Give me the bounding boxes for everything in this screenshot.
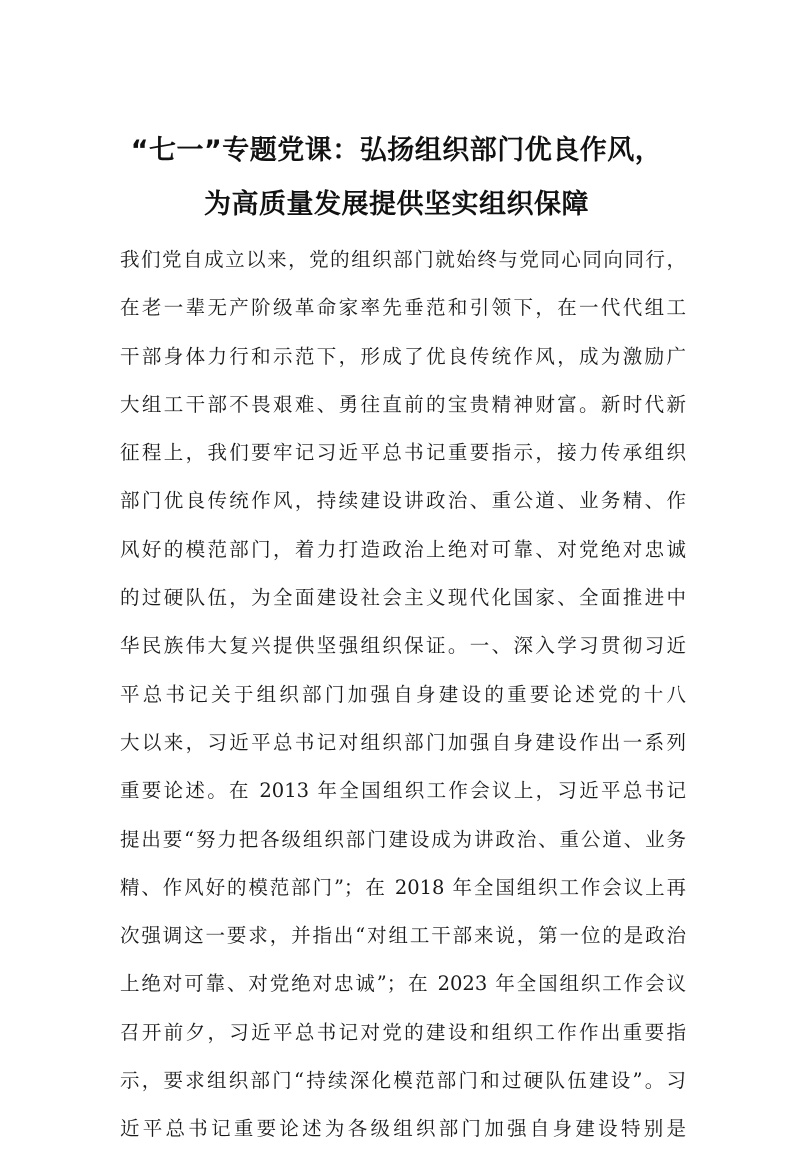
- body-line: 平总书记关于组织部门加强自身建设的重要论述党的十八: [120, 682, 686, 706]
- body-line: 精、作风好的模范部门”；在 2018 年全国组织工作会议上再: [120, 875, 686, 899]
- body-line: 征程上，我们要牢记习近平总书记重要指示，接力传承组织: [120, 441, 686, 465]
- body-line: 次强调这一要求，并指出“对组工干部来说，第一位的是政治: [120, 924, 686, 948]
- body-line: 在老一辈无产阶级革命家率先垂范和引领下，在一代代组工: [120, 296, 686, 320]
- body-line: 我们党自成立以来，党的组织部门就始终与党同心同向同行，: [120, 248, 686, 271]
- document-title: [100, 124, 693, 232]
- body-line: 近平总书记重要论述为各级组织部门加强自身建设特别是: [120, 1117, 686, 1141]
- body-line: 部门优良传统作风，持续建设讲政治、重公道、业务精、作: [120, 489, 686, 513]
- title-line-1: “七一”专题党课：弘扬组织部门优良作风，: [130, 135, 663, 166]
- body-line: 的过硬队伍，为全面建设社会主义现代化国家、全面推进中: [120, 586, 686, 610]
- body-line: 华民族伟大复兴提供坚强组织保证。一、深入学习贯彻习近: [120, 634, 686, 658]
- body-line: 风好的模范部门，着力打造政治上绝对可靠、对党绝对忠诚: [120, 537, 686, 561]
- body-line: 上绝对可靠、对党绝对忠诚”；在 2023 年全国组织工作会议: [120, 972, 686, 996]
- body-line: 大组工干部不畏艰难、勇往直前的宝贵精神财富。新时代新: [120, 392, 686, 416]
- body-line: 重要论述。在 2013 年全国组织工作会议上，习近平总书记: [120, 779, 686, 803]
- body-line: 召开前夕，习近平总书记对党的建设和组织工作作出重要指: [120, 1020, 686, 1044]
- body-line: 干部身体力行和示范下，形成了优良传统作风，成为激励广: [120, 344, 686, 368]
- document-body: [120, 236, 686, 1154]
- body-line: 示，要求组织部门“持续深化模范部门和过硬队伍建设”。习: [120, 1069, 686, 1093]
- body-line: 大以来，习近平总书记对组织部门加强自身建设作出一系列: [120, 730, 686, 754]
- body-line: 提出要“努力把各级组织部门建设成为讲政治、重公道、业务: [120, 827, 686, 851]
- title-line-2: 为高质量发展提供坚实组织保障: [204, 189, 589, 220]
